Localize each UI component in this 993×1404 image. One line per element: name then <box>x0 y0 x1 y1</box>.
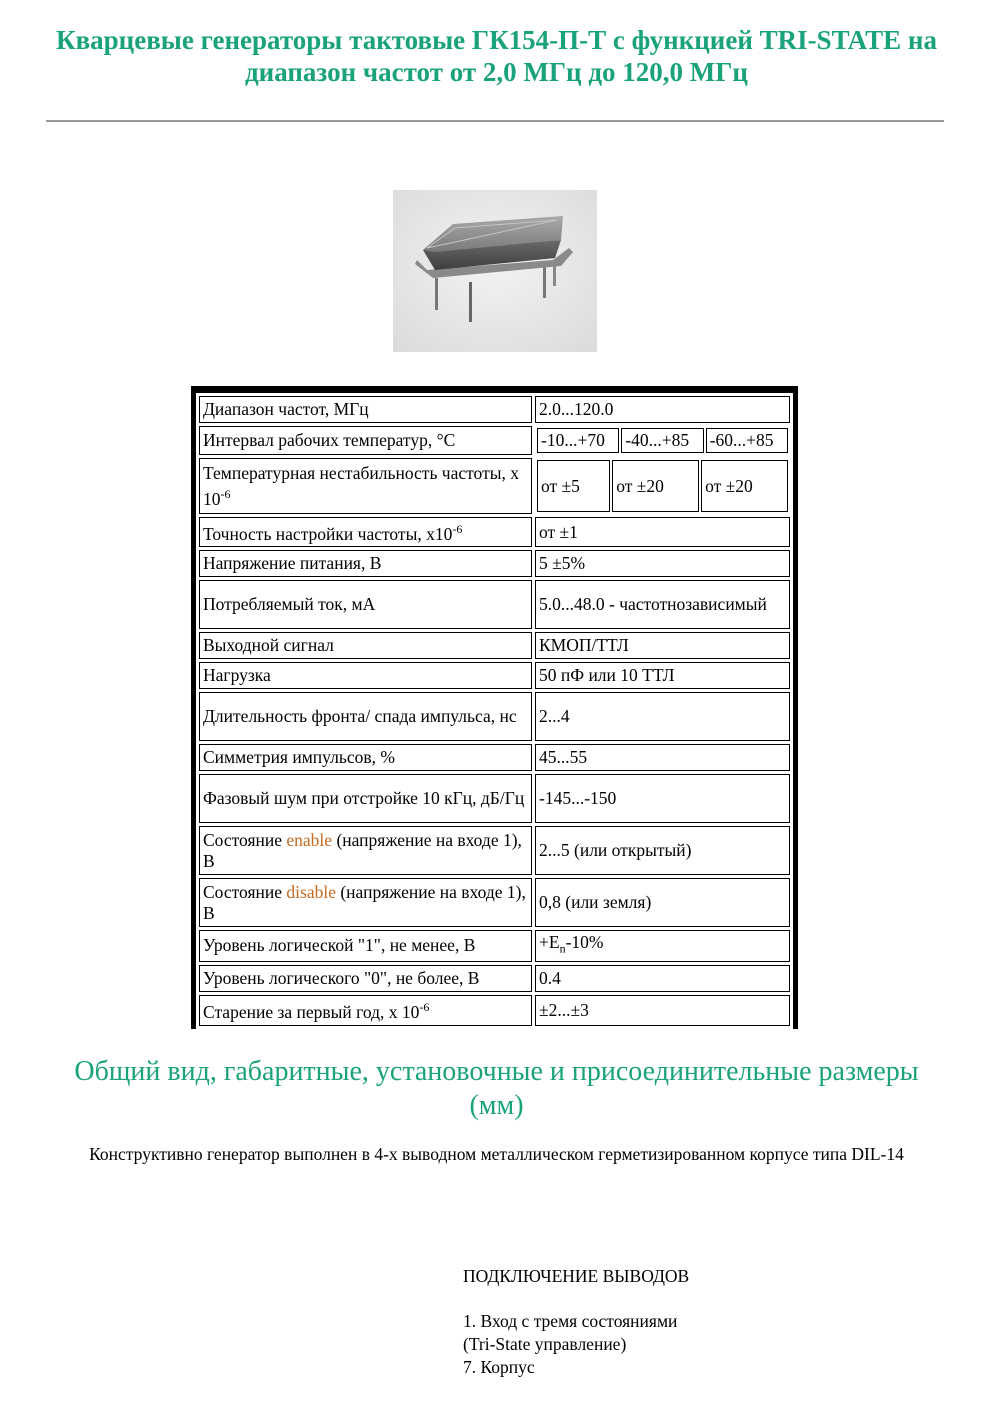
table-row <box>199 692 790 741</box>
table-row <box>199 458 790 514</box>
table-row <box>199 965 790 992</box>
table-row <box>199 826 790 875</box>
table-row <box>199 878 790 927</box>
logic0-value: 0.4 <box>535 965 790 992</box>
page-title: Кварцевые генераторы тактовые ГК154-П-Т с функцией TRI-STATE на диапазон частот от 2,0 МГц до 120,0 МГц <box>56 25 937 87</box>
enable-label: Состояние enable (напряжение на входе 1), В <box>199 826 532 875</box>
stability-values <box>535 458 790 514</box>
temp-label: Интервал рабочих температур, °С <box>199 426 532 455</box>
list-item: 7. Корпус <box>463 1357 535 1377</box>
accuracy-value: от ±1 <box>535 517 790 547</box>
symmetry-value: 45...55 <box>535 744 790 771</box>
table-row <box>199 517 790 547</box>
pins-title: ПОДКЛЮЧЕНИЕ ВЫВОДОВ <box>463 1266 690 1286</box>
temp-range-3: -60...+85 <box>706 428 788 453</box>
table-row <box>199 632 790 659</box>
enable-term: enable <box>286 829 333 850</box>
stability-value-3: от ±20 <box>701 460 788 512</box>
table-row <box>199 396 790 423</box>
accuracy-label: Точность настройки частоты, $х10^{-6}$ <box>199 517 532 547</box>
disable-term: disable <box>286 881 336 902</box>
output-value: КМОП/ТТЛ <box>535 632 790 659</box>
spec-table <box>196 393 793 1029</box>
table-row <box>199 662 790 689</box>
temp-range-1: -10...+70 <box>537 428 619 453</box>
voltage-value: 5 ±5% <box>535 550 790 577</box>
current-value: 5.0...48.0 - частотнозависимый <box>535 580 790 629</box>
edge-label: Длительность фронта/ спада импульса, нс <box>199 692 532 741</box>
description: Конструктивно генератор выполнен в 4-х выводном металлическом герметизированном корпусе типа DIL-14 <box>89 1144 904 1164</box>
noise-label: Фазовый шум при отстройке 10 кГц, дБ/Гц <box>199 774 532 823</box>
table-row <box>199 995 790 1026</box>
current-label: Потребляемый ток, мА <box>199 580 532 629</box>
spec-table-frame <box>191 386 798 1029</box>
freq-label: Диапазон частот, МГц <box>199 396 532 423</box>
table-row <box>199 774 790 823</box>
table-row <box>199 580 790 629</box>
temp-ranges <box>535 426 790 455</box>
list-item: (Tri-State управление) <box>463 1334 627 1354</box>
disable-value: 0,8 (или земля) <box>535 878 790 927</box>
aging-label: Старение за первый год, х $10^{-6}$ <box>199 995 532 1026</box>
section-title: Общий вид, габаритные, установочные и присоединительные размеры (мм) <box>74 1056 919 1121</box>
load-value: 50 пФ или 10 ТТЛ <box>535 662 790 689</box>
table-row <box>199 426 790 455</box>
disable-label: Состояние disable (напряжение на входе 1), В <box>199 878 532 927</box>
logic1-label: Уровень логической "1", не менее, В <box>199 930 532 962</box>
stability-label: Температурная нестабильность частоты, х $10^{-6}$ <box>199 458 532 514</box>
output-label: Выходной сигнал <box>199 632 532 659</box>
enable-value: 2...5 (или открытый) <box>535 826 790 875</box>
stability-value-1: от ±5 <box>537 460 610 512</box>
crystal-oscillator-photo <box>393 190 597 352</box>
aging-value: ±2...±3 <box>535 995 790 1026</box>
table-row <box>199 930 790 962</box>
logic0-label: Уровень логического "0", не более, В <box>199 965 532 992</box>
edge-value: 2...4 <box>535 692 790 741</box>
symmetry-label: Симметрия импульсов, % <box>199 744 532 771</box>
table-row <box>199 550 790 577</box>
temp-range-2: -40...+85 <box>621 428 703 453</box>
pins-list <box>463 1310 677 1379</box>
table-row <box>199 744 790 771</box>
noise-value: -145...-150 <box>535 774 790 823</box>
divider <box>46 120 944 122</box>
logic1-value: $+E_n-10\%$ <box>535 930 790 962</box>
freq-value: 2.0...120.0 <box>535 396 790 423</box>
stability-value-2: от ±20 <box>612 460 699 512</box>
list-item: 1. Вход с тремя состояниями <box>463 1311 678 1331</box>
voltage-label: Напряжение питания, В <box>199 550 532 577</box>
load-label: Нагрузка <box>199 662 532 689</box>
